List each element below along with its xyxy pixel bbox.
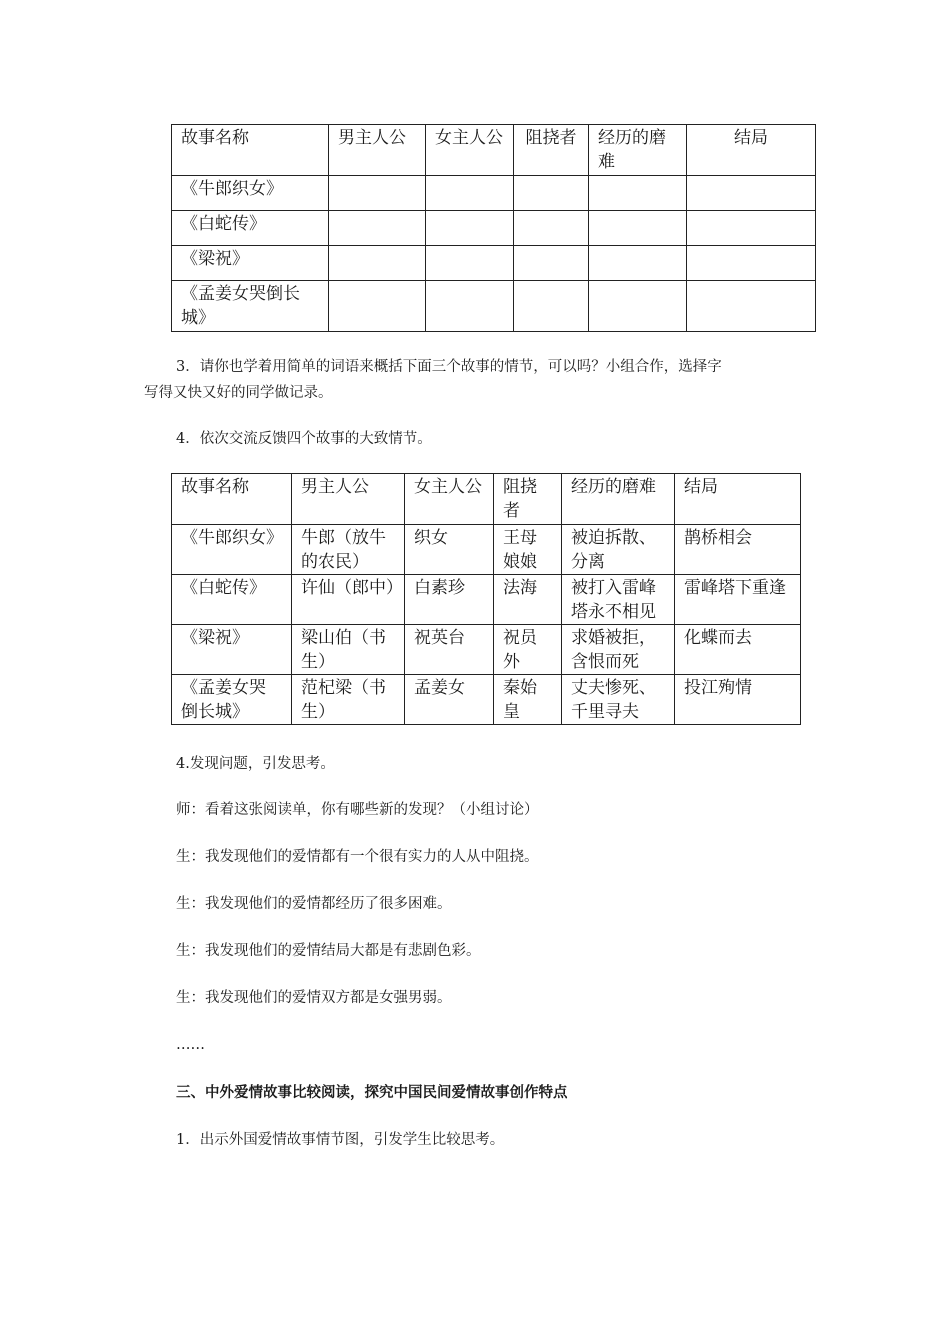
- dialog-student-4: 生：我发现他们的爱情双方都是女强男弱。: [176, 990, 452, 1006]
- table1-cell: [514, 176, 589, 211]
- table1-cell: [329, 176, 426, 211]
- table2-cell: 《牛郎织女》: [172, 525, 292, 575]
- table2-cell: 被迫拆散、分离: [562, 525, 675, 575]
- table1-header-name: 故事名称: [172, 125, 329, 176]
- table1-cell: [426, 176, 514, 211]
- dialog-student-2: 生：我发现他们的爱情都经历了很多困难。: [176, 896, 452, 912]
- table2-cell: 织女: [405, 525, 494, 575]
- table1-cell: [329, 211, 426, 246]
- table2-header-male: 男主人公: [292, 474, 405, 525]
- table2-cell: 《梁祝》: [172, 625, 292, 675]
- instruction-section-3-1: 1．出示外国爱情故事情节图，引发学生比较思考。: [176, 1132, 505, 1148]
- table1-cell: 《白蛇传》: [172, 211, 329, 246]
- table2-header-obstructor: 阻挠者: [494, 474, 562, 525]
- dialog-teacher: 师：看着这张阅读单，你有哪些新的发现？（小组讨论）: [176, 802, 539, 818]
- table2-cell: 求婚被拒，含恨而死: [562, 625, 675, 675]
- table2-cell: 法海: [494, 575, 562, 625]
- table1-cell: [514, 211, 589, 246]
- table1-cell: [589, 246, 687, 281]
- table2-cell: 白素珍: [405, 575, 494, 625]
- reading-table-empty: [171, 124, 816, 332]
- table1-cell: [589, 176, 687, 211]
- table2-cell: 牛郎（放牛的农民）: [292, 525, 405, 575]
- table1-cell: [426, 211, 514, 246]
- table2-cell: 孟姜女: [405, 675, 494, 725]
- table2-header-ending: 结局: [675, 474, 801, 525]
- table1-cell: [426, 246, 514, 281]
- table1-cell: [329, 246, 426, 281]
- table1-header-hardship: 经历的磨难: [589, 125, 687, 176]
- table1-cell: [514, 246, 589, 281]
- table2-cell: 祝英台: [405, 625, 494, 675]
- table2-cell: 秦始皇: [494, 675, 562, 725]
- table2-cell: 祝员外: [494, 625, 562, 675]
- table1-cell: [514, 281, 589, 332]
- table1-header-obstructor: 阻挠者: [514, 125, 589, 176]
- table1-cell: 《梁祝》: [172, 246, 329, 281]
- instruction-3-line2: 写得又快又好的同学做记录。: [144, 385, 333, 401]
- table1-header-female: 女主人公: [426, 125, 514, 176]
- table1-cell: 《牛郎织女》: [172, 176, 329, 211]
- table1-cell: [687, 176, 816, 211]
- table1-cell: [687, 246, 816, 281]
- table2-cell: 梁山伯（书生）: [292, 625, 405, 675]
- table2-cell: 丈夫惨死、千里寻夫: [562, 675, 675, 725]
- table1-header-ending: 结局: [687, 125, 816, 176]
- table1-header-male: 男主人公: [329, 125, 426, 176]
- table1-cell: [329, 281, 426, 332]
- table2-cell: 投江殉情: [675, 675, 801, 725]
- section-heading: 三、中外爱情故事比较阅读，探究中国民间爱情故事创作特点: [176, 1084, 568, 1101]
- dialog-student-1: 生：我发现他们的爱情都有一个很有实力的人从中阻挠。: [176, 849, 539, 865]
- table2-header-name: 故事名称: [172, 474, 292, 525]
- table2-cell: 范杞梁（书生）: [292, 675, 405, 725]
- table1-cell: [589, 211, 687, 246]
- reading-table-filled: [171, 473, 801, 725]
- table2-cell: 许仙（郎中）: [292, 575, 405, 625]
- table2-cell: 《孟姜女哭倒长城》: [172, 675, 292, 725]
- table2-cell: 鹊桥相会: [675, 525, 801, 575]
- table2-cell: 被打入雷峰塔永不相见: [562, 575, 675, 625]
- discover-question-heading: 4.发现问题，引发思考。: [176, 756, 335, 772]
- table2-cell: 雷峰塔下重逢: [675, 575, 801, 625]
- instruction-4: 4．依次交流反馈四个故事的大致情节。: [176, 431, 432, 447]
- table1-cell: 《孟姜女哭倒长城》: [172, 281, 329, 332]
- dialog-student-3: 生：我发现他们的爱情结局大都是有悲剧色彩。: [176, 943, 481, 959]
- table2-cell: 化蝶而去: [675, 625, 801, 675]
- table1-cell: [687, 281, 816, 332]
- table2-header-female: 女主人公: [405, 474, 494, 525]
- table2-header-hardship: 经历的磨难: [562, 474, 675, 525]
- table2-cell: 《白蛇传》: [172, 575, 292, 625]
- ellipsis: ……: [176, 1037, 205, 1053]
- table1-cell: [426, 281, 514, 332]
- table2-cell: 王母娘娘: [494, 525, 562, 575]
- table1-cell: [687, 211, 816, 246]
- instruction-3-line1: 3．请你也学着用简单的词语来概括下面三个故事的情节，可以吗？小组合作，选择字: [176, 359, 722, 375]
- table1-cell: [589, 281, 687, 332]
